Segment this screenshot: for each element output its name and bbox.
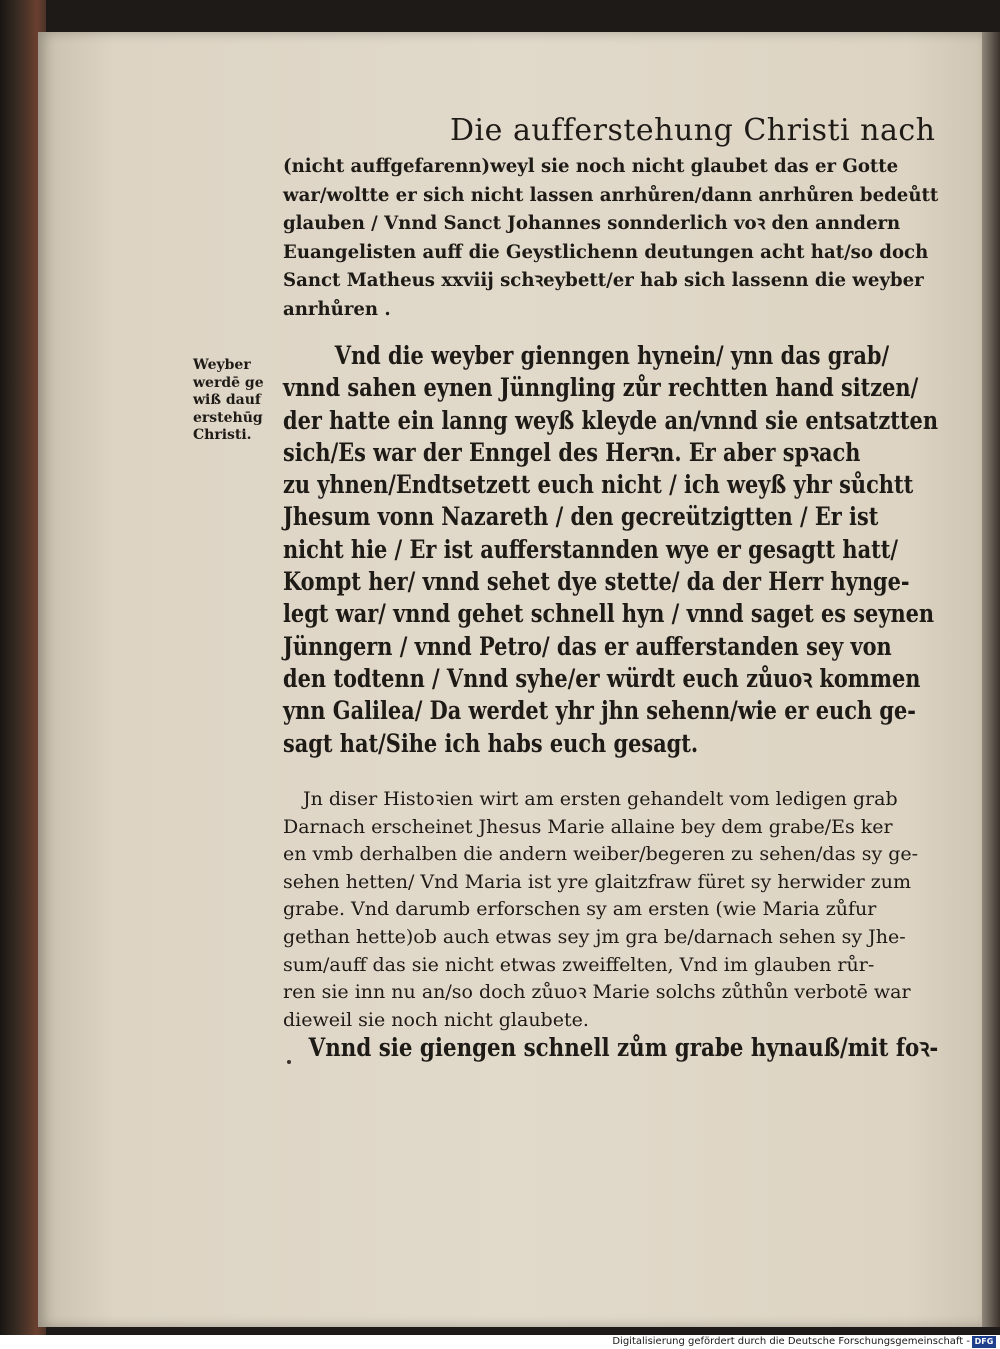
text-line: der hatte ein lanng weyß kleyde an/vnnd sie entsatztten <box>283 405 939 435</box>
footer-bar <box>0 1335 1000 1349</box>
margin-note-line: Weyber <box>193 357 251 373</box>
text-line: zu yhnen/Endtsetzett euch nicht / ich weyß yhr sůchtt <box>283 470 914 500</box>
text-line: sum/auff das sie nicht etwas zweiffelten, Vnd im glauben růr- <box>283 953 875 976</box>
funding-credit: Digitalisierung gefördert durch die Deutsche Forschungsgemeinschaft - <box>612 1336 970 1347</box>
text-line: den todtenn / Vnnd syhe/er würdt euch zůuoꝛ kommen <box>283 663 921 693</box>
page-heading: Die aufferstehung Christi nach <box>450 113 936 148</box>
text-line: Jhesum vonn Nazareth / den gecreützigtten / Er ist <box>283 502 879 532</box>
text-line: gethan hette)ob auch etwas sey jm gra be/darnach sehen sy Jhe- <box>283 925 906 948</box>
text-line: Darnach erscheinet Jhesus Marie allaine bey dem grabe/Es ker <box>283 815 893 838</box>
paragraph-2 <box>283 340 1000 760</box>
text-line: Vnnd sie giengen schnell zům grabe hynauß/mit foꝛ- <box>308 1033 939 1062</box>
text-line: sagt hat/Sihe ich habs euch gesagt. <box>283 728 699 758</box>
text-line: Euangelisten auff die Geystlichenn deutungen acht hat/so doch <box>283 240 929 263</box>
margin-note <box>193 357 264 445</box>
margin-note-line: erstehūg <box>193 409 263 426</box>
text-line: war/woltte er sich nicht lassen anrhůren/dann anrhůren bedeůtt <box>283 183 939 206</box>
text-line: en vmb derhalben die andern weiber/begeren zu sehen/das sy ge- <box>283 843 919 866</box>
paragraph-4 <box>283 1032 1000 1064</box>
text-line: anrhůren . <box>283 297 391 320</box>
dfg-logo: DFG <box>972 1336 996 1348</box>
text-line: sehen hetten/ Vnd Maria ist yre glaitzfraw füret sy herwider zum <box>283 870 912 893</box>
text-line: (nicht auffgefarenn)weyl sie noch nicht glaubet das er Gotte <box>283 155 899 177</box>
text-line: vnnd sahen eynen Jünngling zůr rechtten hand sitzen/ <box>283 373 919 403</box>
text-line: ynn Galilea/ Da werdet yhr jhn sehenn/wie er euch ge- <box>283 696 916 726</box>
paragraph-1 <box>283 152 970 324</box>
text-line: Jn diser Histoꝛien wirt am ersten gehandelt vom ledigen grab <box>303 788 898 810</box>
text-line: Vnd die weyber gienngen hynein/ ynn das grab/ <box>334 341 890 370</box>
text-line: nicht hie / Er ist aufferstannden wye er gesagtt hatt/ <box>283 534 899 564</box>
text-line: sich/Es war der Enngel des Herꝛn. Er aber spꝛach <box>283 437 861 467</box>
text-line: dieweil sie noch nicht glaubete. <box>283 1008 589 1031</box>
margin-note-line: wiß dauf <box>193 392 261 408</box>
text-line: ren sie inn nu an/so doch zůuoꝛ Marie solchs zůthůn verbotē war <box>283 981 911 1004</box>
text-line: grabe. Vnd darumb erforschen sy am ersten (wie Maria zůfur <box>283 898 877 921</box>
text-line: legt war/ vnnd gehet schnell hyn / vnnd saget es seynen <box>283 599 935 629</box>
text-line: Kompt her/ vnnd sehet dye stette/ da der Herr hynge- <box>283 567 910 597</box>
text-line: glauben / Vnnd Sanct Johannes sonnderlich voꝛ den anndern <box>283 212 901 235</box>
margin-note-line: Christi. <box>193 427 252 443</box>
paragraph-3 <box>283 786 918 1034</box>
text-line: Jünngern / vnnd Petro/ das er aufferstanden sey von <box>283 631 892 661</box>
margin-note-line: werdē ge <box>193 374 264 391</box>
text-line: Sanct Matheus xxviij schꝛeybett/er hab sich lassenn die weyber <box>283 269 924 292</box>
